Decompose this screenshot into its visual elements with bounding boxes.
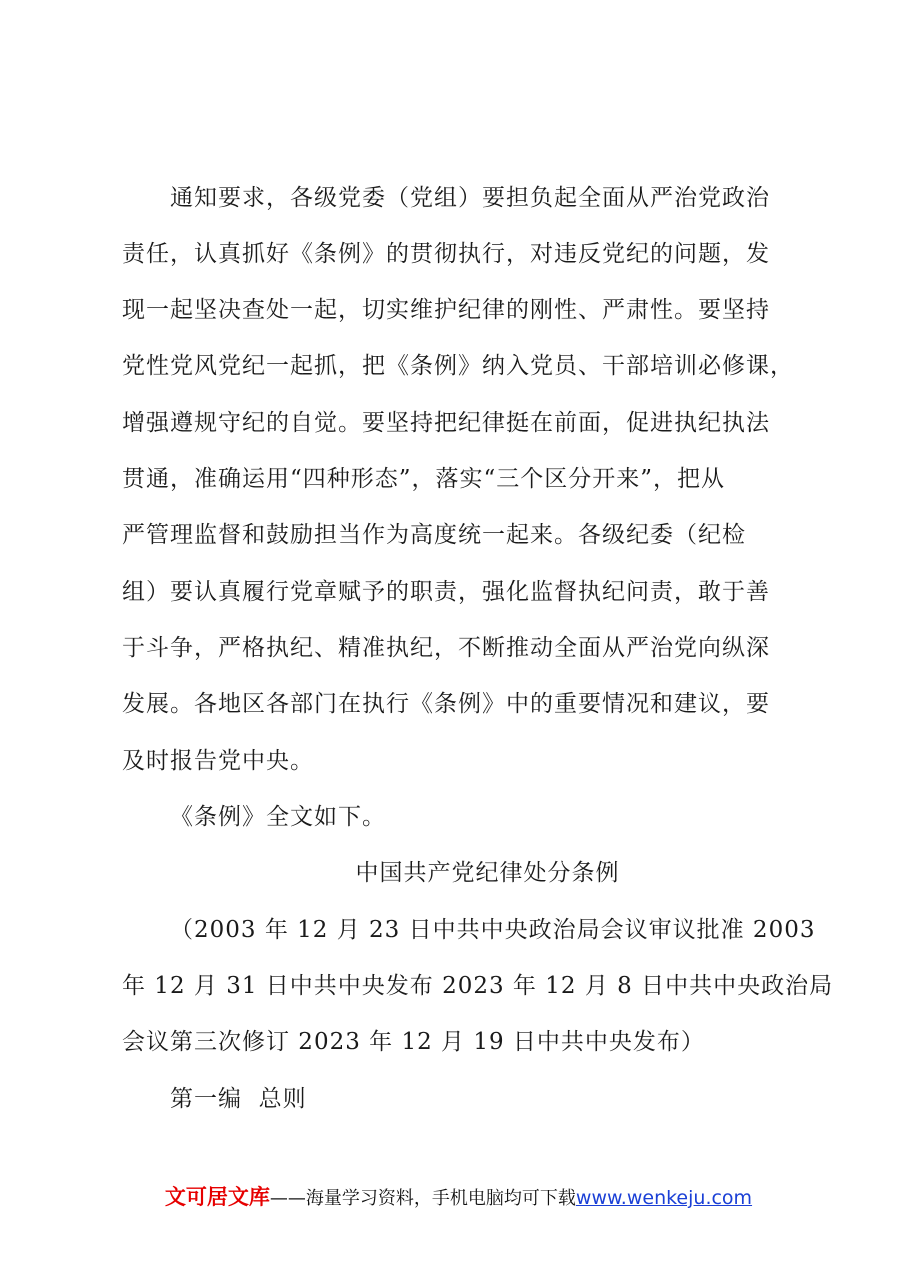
paragraph-line: 严管理监督和鼓励担当作为高度统一起来。各级纪委（纪检 — [122, 522, 746, 548]
paragraph-line: 《条例》全文如下。 — [170, 804, 386, 830]
paragraph-line: 通知要求，各级党委（党组）要担负起全面从严治党政治 — [170, 185, 770, 211]
note-line: （2003 年 12 月 23 日中共中央政治局会议审议批准 2003 — [170, 917, 816, 943]
section-heading: 第一编 总则 — [170, 1086, 307, 1112]
paragraph-line: 及时报告党中央。 — [122, 748, 314, 774]
paragraph-line: 贯通，准确运用“四种形态”，落实“三个区分开来”，把从 — [122, 466, 726, 492]
paragraph-line: 责任，认真抓好《条例》的贯彻执行，对违反党纪的问题，发 — [122, 241, 770, 267]
footer-url-link[interactable]: www.wenkeju.com — [575, 1187, 753, 1209]
footer-brand: 文可居文库 — [164, 1185, 270, 1209]
paragraph-line: 于斗争，严格执纪、精准执纪，不断推动全面从严治党向纵深 — [122, 635, 770, 661]
footer-tagline: ——海量学习资料，手机电脑均可下载 — [269, 1188, 576, 1209]
note-line: 年 12 月 31 日中共中央发布 2023 年 12 月 8 日中共中央政治局 — [122, 973, 834, 999]
note-line: 会议第三次修订 2023 年 12 月 19 日中共中央发布） — [122, 1029, 705, 1055]
paragraph-line: 组）要认真履行党章赋予的职责，强化监督执纪问责，敢于善 — [122, 579, 770, 605]
document-title: 中国共产党纪律处分条例 — [355, 860, 620, 886]
paragraph-line: 现一起坚决查处一起，切实维护纪律的刚性、严肃性。要坚持 — [122, 297, 770, 323]
footer-banner — [0, 1181, 909, 1211]
paragraph-line: 党性党风党纪一起抓，把《条例》纳入党员、干部培训必修课， — [122, 353, 794, 379]
paragraph-line: 发展。各地区各部门在执行《条例》中的重要情况和建议，要 — [122, 691, 770, 717]
paragraph-line: 增强遵规守纪的自觉。要坚持把纪律挺在前面，促进执纪执法 — [122, 410, 770, 436]
